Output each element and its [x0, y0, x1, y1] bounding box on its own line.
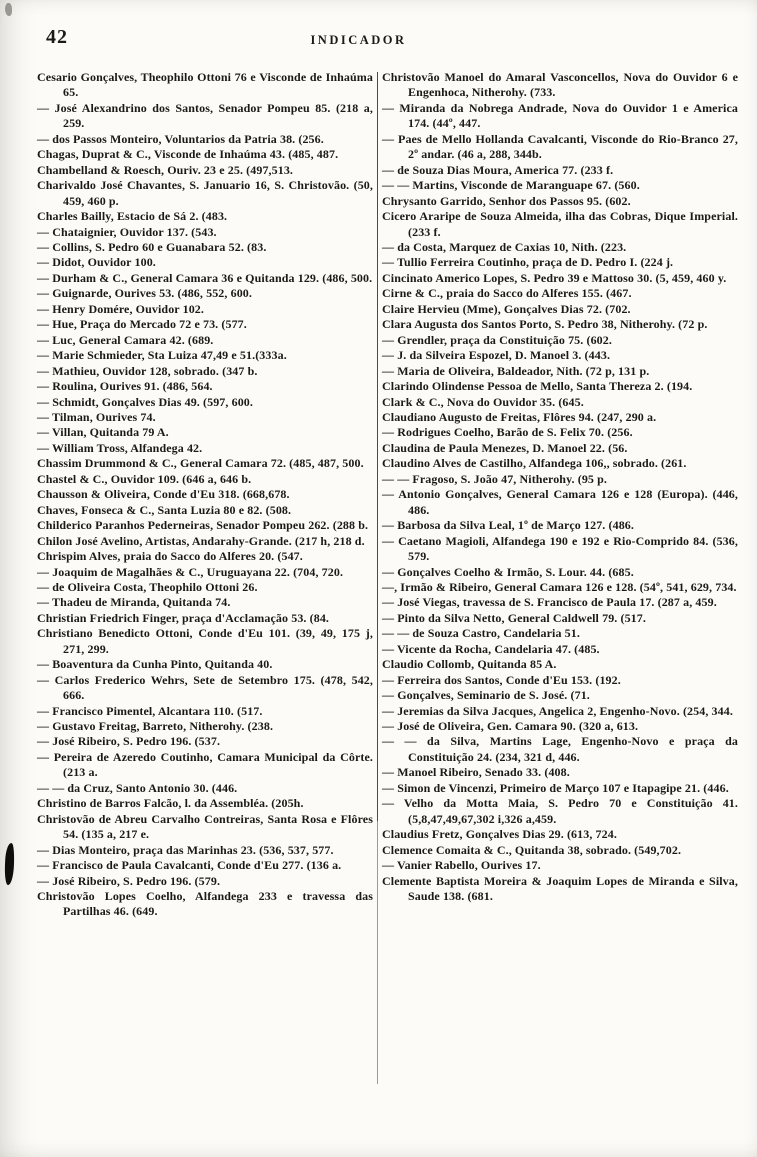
- directory-entry: — dos Passos Monteiro, Voluntarios da Patria 38. (256.: [37, 131, 324, 146]
- directory-entry: Chilon José Avelino, Artistas, Andarahy-Grande. (217 h, 218 d.: [37, 533, 365, 548]
- directory-entry: Claudius Fretz, Gonçalves Dias 29. (613, 724.: [382, 827, 617, 842]
- directory-entry: Chagas, Duprat & C., Visconde de Inhaúma 43. (485, 487.: [37, 147, 339, 162]
- directory-entry: — Hue, Praça do Mercado 72 e 73. (577.: [37, 317, 247, 332]
- directory-entry: Clemence Comaita & C., Quitanda 38, sobrado. (549,702.: [382, 842, 682, 857]
- directory-entry: — — Martins, Visconde de Maranguape 67. (560.: [382, 178, 640, 193]
- corner-speck-mark: [5, 3, 12, 16]
- directory-entry: — Manoel Ribeiro, Senado 33. (408.: [382, 765, 570, 780]
- directory-entry: — de Souza Dias Moura, America 77. (233 f.: [382, 162, 614, 177]
- directory-entry: — José Viegas, travessa de S. Francisco de Paula 17. (287 a, 459.: [382, 595, 717, 610]
- directory-entry: — Barbosa da Silva Leal, 1º de Março 127. (486.: [382, 518, 634, 533]
- directory-entry: — Simon de Vincenzi, Primeiro de Março 107 e Itapagipe 21. (446.: [382, 780, 729, 795]
- column-divider-rule: [377, 72, 378, 1084]
- directory-entry: — Miranda da Nobrega Andrade, Nova do Ouvidor 1 e America 174. (44º, 447.: [382, 100, 738, 131]
- directory-entry: — Marie Schmieder, Sta Luiza 47,49 e 51.(333a.: [37, 348, 287, 363]
- directory-entry: — Tullio Ferreira Coutinho, praça de D. Pedro I. (224 j.: [382, 255, 674, 270]
- directory-entry: — Guignarde, Ourives 53. (486, 552, 600.: [37, 286, 253, 301]
- directory-entry: — José Alexandrino dos Santos, Senador Pompeu 85. (218 a, 259.: [37, 100, 373, 131]
- directory-entry: Charivaldo José Chavantes, S. Januario 16, S. Christovão. (50, 459, 460 p.: [37, 178, 373, 208]
- directory-entry: Claudino Alves de Castilho, Alfandega 106,, sobrado. (261.: [382, 456, 687, 471]
- directory-entry: Clemente Baptista Moreira & Joaquim Lopes de Miranda e Silva, Saude 138. (681.: [382, 873, 738, 904]
- directory-entry: — da Costa, Marquez de Caxias 10, Nith. (223.: [382, 239, 627, 254]
- directory-entry: — Paes de Mello Hollanda Cavalcanti, Visconde do Rio-Branco 27, 2º andar. (46 a, 288, 344b.: [382, 131, 738, 162]
- page-header: [38, 26, 735, 56]
- directory-entry: — William Tross, Alfandega 42.: [37, 440, 203, 455]
- directory-entry: — José Ribeiro, S. Pedro 196. (579.: [37, 873, 221, 888]
- directory-entry: — Francisco Pimentel, Alcantara 110. (517.: [37, 703, 263, 718]
- directory-entry: — Villan, Quitanda 79 A.: [37, 425, 169, 440]
- directory-entry: — Thadeu de Miranda, Quitanda 74.: [37, 595, 231, 610]
- directory-entry: Childerico Paranhos Pederneiras, Senador Pompeu 262. (288 b.: [37, 518, 369, 533]
- directory-entry: — Didot, Ouvidor 100.: [37, 255, 156, 270]
- directory-entry: — Velho da Motta Maia, S. Pedro 70 e Constituição 41. (5,8,47,49,67,302 i,326 a,459.: [382, 796, 738, 826]
- directory-entry: — Boaventura da Cunha Pinto, Quitanda 40.: [37, 657, 273, 672]
- directory-entry: — Antonio Gonçalves, General Camara 126 e 128 (Europa). (446, 486.: [382, 487, 738, 517]
- left-column: [37, 70, 373, 920]
- directory-entry: — José de Oliveira, Gen. Camara 90. (320 a, 613.: [382, 719, 639, 734]
- directory-entry: Christovão de Abreu Carvalho Contreiras, Santa Rosa e Flôres 54. (135 a, 217 e.: [37, 811, 373, 842]
- directory-entry: Christino de Barros Falcão, l. da Assembléa. (205h.: [37, 796, 304, 811]
- directory-entry: Cicero Araripe de Souza Almeida, ilha das Cobras, Dique Imperial. (233 f.: [382, 209, 738, 239]
- directory-entry: — Luc, General Camara 42. (689.: [37, 332, 214, 347]
- directory-entry: — Gustavo Freitag, Barreto, Nitherohy. (238.: [37, 719, 274, 734]
- directory-entry: — Jeremias da Silva Jacques, Angelica 2, Engenho-Novo. (254, 344.: [382, 703, 733, 718]
- directory-entry: Chausson & Oliveira, Conde d'Eu 318. (668,678.: [37, 487, 290, 502]
- directory-entry: Christiano Benedicto Ottoni, Conde d'Eu 101. (39, 49, 175 j, 271, 299.: [37, 626, 373, 656]
- directory-entry: — Collins, S. Pedro 60 e Guanabara 52. (83.: [37, 239, 267, 254]
- directory-entry: — — da Cruz, Santo Antonio 30. (446.: [37, 780, 238, 795]
- directory-entry: — Maria de Oliveira, Baldeador, Nith. (72 p, 131 p.: [382, 363, 650, 378]
- directory-entry: — Grendler, praça da Constituição 75. (602.: [382, 332, 612, 347]
- directory-entry: — Gonçalves, Seminario de S. José. (71.: [382, 688, 590, 703]
- directory-entry: — Joaquim de Magalhães & C., Uruguayana 22. (704, 720.: [37, 564, 344, 579]
- directory-entry: Chrispim Alves, praia do Sacco do Alferes 20. (547.: [37, 549, 303, 564]
- directory-entry: Chambelland & Roesch, Ouriv. 23 e 25. (497,513.: [37, 162, 294, 177]
- directory-entry: — Rodrigues Coelho, Barão de S. Felix 70. (256.: [382, 425, 633, 440]
- directory-entry: Chaves, Fonseca & C., Santa Luzia 80 e 82. (508.: [37, 502, 292, 517]
- directory-entry: — Mathieu, Ouvidor 128, sobrado. (347 b.: [37, 363, 258, 378]
- directory-entry: — Henry Domére, Ouvidor 102.: [37, 301, 205, 316]
- directory-entry: — de Oliveira Costa, Theophilo Ottoni 26.: [37, 579, 258, 594]
- directory-entry: Claudina de Paula Menezes, D. Manoel 22. (56.: [382, 440, 628, 455]
- directory-entry: Clark & C., Nova do Ouvidor 35. (645.: [382, 394, 584, 409]
- directory-entry: Christian Friedrich Finger, praça d'Acclamação 53. (84.: [37, 610, 330, 625]
- directory-entry: Cincinato Americo Lopes, S. Pedro 39 e Mattoso 30. (5, 459, 460 y.: [382, 270, 727, 285]
- directory-entry: Cesario Gonçalves, Theophilo Ottoni 76 e Visconde de Inhaúma 65.: [37, 70, 373, 100]
- directory-entry: — Francisco de Paula Cavalcanti, Conde d'Eu 277. (136 a.: [37, 858, 342, 873]
- page-number: 42: [46, 26, 68, 48]
- directory-entry: — Schmidt, Gonçalves Dias 49. (597, 600.: [37, 394, 254, 409]
- directory-entry: Claudiano Augusto de Freitas, Flôres 94. (247, 290 a.: [382, 409, 657, 424]
- directory-entry: Christovão Manoel do Amaral Vasconcellos, Nova do Ouvidor 6 e Engenhoca, Nitherohy. (733.: [382, 70, 738, 100]
- directory-entry: —, Irmão & Ribeiro, General Camara 126 e 128. (54º, 541, 629, 734.: [382, 579, 737, 594]
- directory-entry: Claire Hervieu (Mme), Gonçalves Dias 72. (702.: [382, 301, 631, 316]
- directory-entry: — Roulina, Ourives 91. (486, 564.: [37, 379, 213, 394]
- directory-entry: — Carlos Frederico Wehrs, Sete de Setembro 175. (478, 542, 666.: [37, 672, 373, 703]
- directory-entry: — — de Souza Castro, Candelaria 51.: [382, 626, 580, 641]
- directory-entry: Charles Bailly, Estacio de Sá 2. (483.: [37, 209, 228, 224]
- running-title: INDICADOR: [310, 33, 407, 47]
- directory-entry: Claudio Collomb, Quitanda 85 A.: [382, 657, 557, 672]
- directory-entry: — Durham & C., General Camara 36 e Quitanda 129. (486, 500.: [37, 270, 373, 285]
- directory-entry: — Gonçalves Coelho & Irmão, S. Lour. 44. (685.: [382, 564, 634, 579]
- directory-entry: — Pinto da Silva Netto, General Caldwell 79. (517.: [382, 610, 646, 625]
- directory-entry: — Caetano Magioli, Alfandega 190 e 192 e Rio-Comprido 84. (536, 579.: [382, 533, 738, 564]
- directory-entry: — J. da Silveira Espozel, D. Manoel 3. (443.: [382, 348, 611, 363]
- directory-entry: Clara Augusta dos Santos Porto, S. Pedro 38, Nitherohy. (72 p.: [382, 317, 708, 332]
- directory-entry: Chastel & C., Ouvidor 109. (646 a, 646 b.: [37, 471, 252, 486]
- directory-entry: Clarindo Olindense Pessoa de Mello, Santa Thereza 2. (194.: [382, 379, 693, 394]
- directory-entry: — Chataignier, Ouvidor 137. (543.: [37, 224, 217, 239]
- directory-entry: — — da Silva, Martins Lage, Engenho-Novo e praça da Constituição 24. (234, 321 d, 446.: [382, 734, 738, 764]
- directory-entry: — Ferreira dos Santos, Conde d'Eu 153. (192.: [382, 672, 621, 687]
- text-columns: [37, 70, 738, 1084]
- directory-entry: — Pereira de Azeredo Coutinho, Camara Municipal da Côrte. (213 a.: [37, 749, 373, 780]
- directory-entry: Christovão Lopes Coelho, Alfandega 233 e travessa das Partilhas 46. (649.: [37, 889, 373, 919]
- directory-entry: — José Ribeiro, S. Pedro 196. (537.: [37, 734, 221, 749]
- directory-entry: Cirne & C., praia do Sacco do Alferes 155. (467.: [382, 286, 632, 301]
- directory-entry: — Vanier Rabello, Ourives 17.: [382, 858, 541, 873]
- directory-entry: — Dias Monteiro, praça das Marinhas 23. (536, 537, 577.: [37, 842, 334, 857]
- directory-entry: — Tilman, Ourives 74.: [37, 409, 156, 424]
- directory-entry: Chassim Drummond & C., General Camara 72. (485, 487, 500.: [37, 456, 364, 471]
- directory-entry: Chrysanto Garrido, Senhor dos Passos 95. (602.: [382, 193, 631, 208]
- directory-entry: — Vicente da Rocha, Candelaria 47. (485.: [382, 641, 600, 656]
- right-column: [382, 70, 738, 904]
- directory-entry: — — Fragoso, S. João 47, Nitherohy. (95 p.: [382, 471, 607, 486]
- ink-smudge-mark: [4, 843, 15, 885]
